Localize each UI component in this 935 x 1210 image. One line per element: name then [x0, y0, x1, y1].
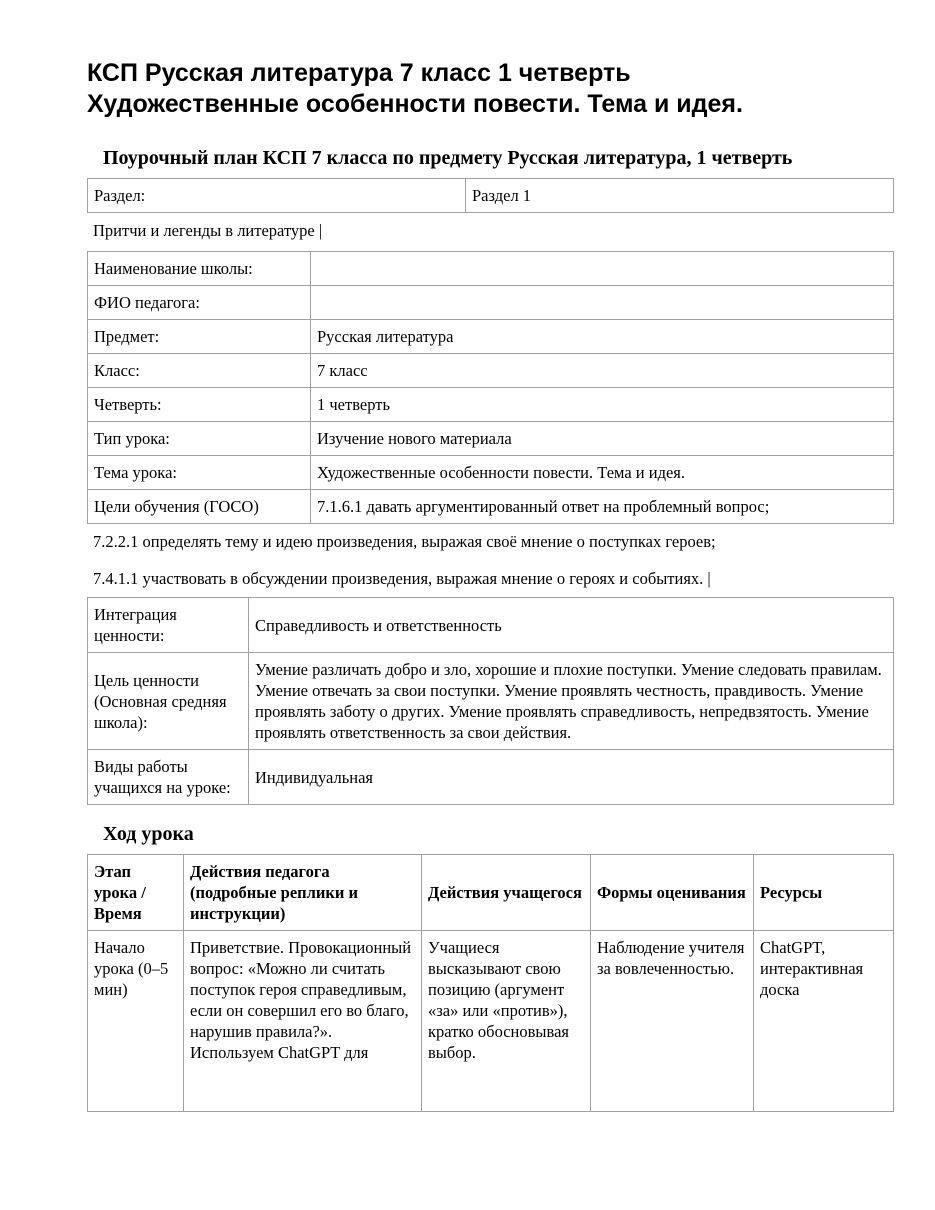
info-value [311, 286, 894, 320]
table-row [88, 931, 894, 1112]
lesson-cell-teacher-actions: Приветствие. Провокационный вопрос: «Можно ли считать поступок героя справедливым, если он совершил его во благо, нарушив правила?». Используем ChatGPT для [184, 931, 422, 1112]
values-label: Цель ценности (Основная средняя школа): [88, 653, 249, 750]
column-header-resources: Ресурсы [754, 855, 894, 931]
lesson-cell-assessment: Наблюдение учителя за вовлеченностью. [591, 931, 754, 1112]
table-row [88, 653, 894, 750]
document-title [87, 58, 893, 120]
info-table [87, 251, 894, 524]
values-value: Справедливость и ответственность [249, 598, 894, 653]
lesson-cell-stage: Начало урока (0–5 мин) [88, 931, 184, 1112]
values-table [87, 597, 894, 805]
table-row [88, 422, 894, 456]
info-label: Предмет: [88, 320, 311, 354]
plan-heading: Поурочный план КСП 7 класса по предмету Русская литература, 1 четверть [103, 147, 793, 169]
document-page [87, 58, 893, 1112]
table-row [88, 252, 894, 286]
values-value: Умение различать добро и зло, хорошие и плохие поступки. Умение следовать правилам. Умение отвечать за свои поступки. Умение проявлять честность, правдивость. Умение проявлять заботу о других. Умение проявлять справедливость, непредвзятость. Умение проявлять ответственность за свои действия. [249, 653, 894, 750]
info-value: Изучение нового материала [311, 422, 894, 456]
document-title-line-2: Художественные особенности повести. Тема и идея. [87, 90, 743, 118]
table-header-row [88, 855, 894, 931]
info-value: 7.1.6.1 давать аргументированный ответ на проблемный вопрос; [311, 490, 894, 524]
column-header-teacher-actions: Действия педагога (подробные реплики и инструкции) [184, 855, 422, 931]
table-row [88, 354, 894, 388]
info-label: Четверть: [88, 388, 311, 422]
table-row [88, 598, 894, 653]
section-note: Притчи и легенды в литературе | [93, 221, 323, 240]
table-row [88, 456, 894, 490]
table-row [88, 750, 894, 805]
goal-item: 7.2.2.1 определять тему и идею произведения, выражая своё мнение о поступках героев; [93, 532, 716, 551]
info-value: 1 четверть [311, 388, 894, 422]
info-value: 7 класс [311, 354, 894, 388]
lesson-cell-resources: ChatGPT, интерактивная доска [754, 931, 894, 1112]
lesson-cell-student-actions: Учащиеся высказывают свою позицию (аргумент «за» или «против»), кратко обосновывая выбор. [422, 931, 591, 1112]
info-value: Художественные особенности повести. Тема и идея. [311, 456, 894, 490]
column-header-student-actions: Действия учащегося [422, 855, 591, 931]
document-title-line-1: КСП Русская литература 7 класс 1 четверть [87, 59, 631, 87]
info-label: Цели обучения (ГОСО) [88, 490, 311, 524]
table-row [88, 179, 894, 213]
info-value: Русская литература [311, 320, 894, 354]
goal-item: 7.4.1.1 участвовать в обсуждении произведения, выражая мнение о героях и событиях. | [93, 569, 711, 588]
values-label: Интеграция ценности: [88, 598, 249, 653]
table-row [88, 490, 894, 524]
info-value [311, 252, 894, 286]
values-label: Виды работы учащихся на уроке: [88, 750, 249, 805]
lesson-heading: Ход урока [103, 823, 194, 845]
section-value: Раздел 1 [466, 179, 894, 213]
lesson-table [87, 854, 894, 1112]
column-header-stage: Этап урока / Время [88, 855, 184, 931]
info-label: Тип урока: [88, 422, 311, 456]
table-row [88, 388, 894, 422]
info-label: Наименование школы: [88, 252, 311, 286]
values-value: Индивидуальная [249, 750, 894, 805]
table-row [88, 286, 894, 320]
table-row [88, 320, 894, 354]
info-label: Класс: [88, 354, 311, 388]
info-label: Тема урока: [88, 456, 311, 490]
section-label: Раздел: [88, 179, 466, 213]
info-label: ФИО педагога: [88, 286, 311, 320]
section-table [87, 178, 894, 213]
column-header-assessment: Формы оценивания [591, 855, 754, 931]
